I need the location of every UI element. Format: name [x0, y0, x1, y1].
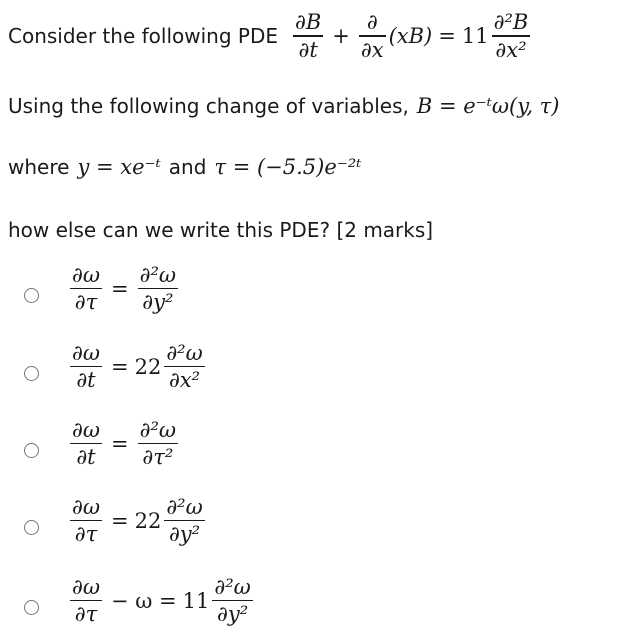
frac-denominator: ∂t — [298, 37, 318, 62]
option-equation — [67, 496, 208, 545]
frac-numerator: ∂²ω — [139, 263, 176, 287]
equals-sign: = — [110, 508, 129, 533]
pde-equation — [290, 11, 533, 60]
d2B-dx2-fraction — [492, 11, 531, 60]
radio-button[interactable] — [24, 443, 39, 458]
frac-numerator: ∂ — [366, 10, 378, 35]
equals-sign: = — [438, 23, 456, 48]
tau-definition: τ = (−5.5)e⁻²ᵗ — [214, 155, 362, 179]
frac-numerator: ∂²ω — [214, 575, 251, 599]
frac-numerator: ∂B — [294, 10, 322, 35]
frac-denominator: ∂τ² — [142, 445, 174, 470]
coefficient: 22 — [134, 508, 162, 533]
equals-sign: = — [110, 276, 129, 301]
rhs-fraction — [212, 576, 252, 625]
and-text: and — [168, 155, 207, 179]
frac-numerator: ∂ω — [72, 575, 100, 599]
answer-option[interactable] — [24, 575, 251, 627]
rhs-fraction — [138, 419, 178, 468]
frac-numerator: ∂ω — [72, 418, 100, 442]
equals-sign: = — [110, 354, 129, 379]
change-of-variables — [8, 90, 559, 122]
frac-denominator: ∂t — [76, 368, 96, 393]
frac-denominator: ∂x² — [495, 37, 527, 62]
d-dx-fraction — [359, 11, 386, 60]
frac-denominator: ∂x — [360, 37, 384, 62]
intro-text: Consider the following PDE — [8, 24, 278, 48]
frac-numerator: ∂²ω — [166, 341, 203, 365]
answer-option[interactable] — [24, 418, 176, 470]
radio-button[interactable] — [24, 366, 39, 381]
frac-denominator: ∂τ — [74, 522, 98, 547]
lhs-fraction — [70, 576, 102, 625]
lhs-fraction — [70, 419, 102, 468]
coefficient: 11 — [461, 23, 489, 48]
coefficient: 11 — [182, 588, 210, 613]
frac-denominator: ∂τ — [74, 290, 98, 315]
frac-denominator: ∂τ — [74, 602, 98, 627]
radio-button[interactable] — [24, 520, 39, 535]
frac-numerator: ∂ω — [72, 495, 100, 519]
pde-statement — [8, 6, 533, 66]
plus-sign: + — [332, 23, 350, 48]
option-equation — [67, 342, 208, 391]
frac-denominator: ∂x² — [168, 368, 201, 393]
rhs-fraction — [164, 342, 204, 391]
radio-button[interactable] — [24, 600, 39, 615]
substitution-definitions — [8, 151, 361, 183]
xB-term: (xB) — [388, 23, 433, 48]
frac-denominator: ∂y² — [168, 522, 201, 547]
frac-numerator: ∂²B — [493, 10, 529, 35]
frac-denominator: ∂y² — [217, 602, 249, 627]
answer-option[interactable] — [24, 341, 203, 393]
answer-option[interactable] — [24, 495, 203, 547]
dB-dt-fraction — [293, 11, 323, 60]
answer-option[interactable] — [24, 263, 176, 315]
lhs-fraction — [70, 342, 102, 391]
frac-numerator: ∂ω — [72, 341, 100, 365]
prompt-text: how else can we write this PDE? [2 marks] — [8, 218, 434, 242]
radio-button[interactable] — [24, 288, 39, 303]
coefficient: 22 — [134, 354, 162, 379]
change-equation: B = e⁻ᵗω(y, τ) — [416, 94, 560, 118]
option-equation — [67, 264, 181, 313]
rhs-fraction — [138, 264, 178, 313]
change-text: Using the following change of variables, — [8, 94, 409, 118]
option-equation — [67, 576, 256, 625]
lhs-fraction — [70, 496, 102, 545]
frac-denominator: ∂t — [76, 445, 96, 470]
where-text: where — [8, 155, 70, 179]
frac-numerator: ∂²ω — [166, 495, 203, 519]
frac-numerator: ∂²ω — [139, 418, 176, 442]
y-definition: y = xe⁻ᵗ — [77, 155, 161, 179]
rhs-fraction — [164, 496, 204, 545]
option-equation — [67, 419, 181, 468]
equals-sign: − ω = — [110, 588, 177, 613]
lhs-fraction — [70, 264, 102, 313]
frac-denominator: ∂y² — [142, 290, 174, 315]
frac-numerator: ∂ω — [72, 263, 100, 287]
question-prompt — [8, 214, 433, 246]
equals-sign: = — [110, 431, 129, 456]
